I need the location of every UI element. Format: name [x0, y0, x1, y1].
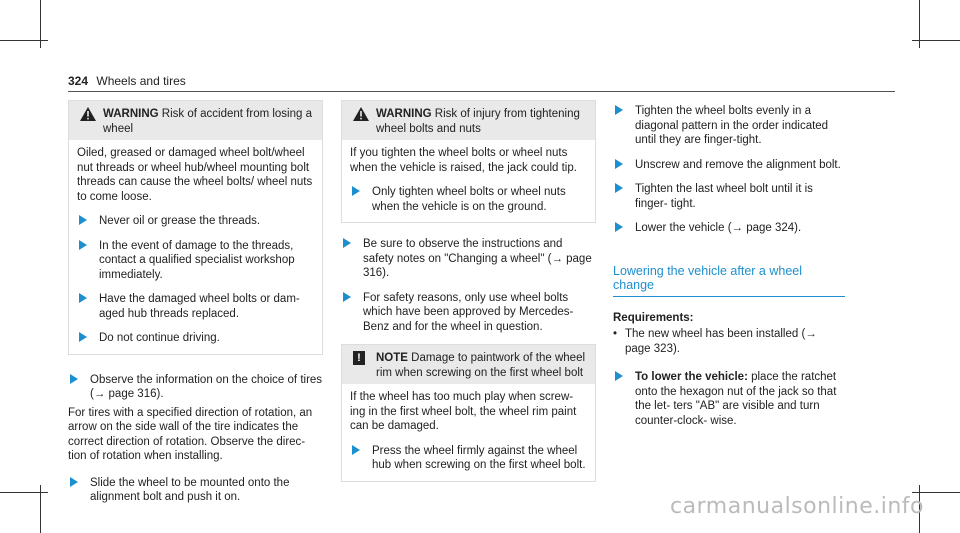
- step-text: Have the damaged wheel bolts or dam‑ aged hub threads replaced.: [99, 293, 300, 320]
- instruction-step: [613, 221, 845, 236]
- step-text: Do not continue driving.: [99, 332, 220, 344]
- step-text: Observe the information on the choice of tires (→ page 316).: [90, 373, 323, 400]
- requirements-label: Requirements:: [613, 311, 694, 324]
- warning-header: [342, 101, 595, 140]
- step-text: Only tighten wheel bolts or wheel nuts when the vehicle is on the ground.: [372, 186, 566, 213]
- watermark: carmanualsonline.info: [670, 494, 924, 519]
- instruction-step: [613, 104, 845, 148]
- step-bold: To lower the vehicle:: [635, 371, 748, 383]
- step-text: Be sure to observe the instructions and safety notes on "Changing a wheel" (→ page 316).: [363, 238, 592, 279]
- column-1: [68, 100, 323, 505]
- warning-header: [69, 101, 322, 140]
- step-text: place the ratchet onto the hexagon nut of the jack so that the let‑ ters "AB" are visible and turn counter‑clock‑ wise.: [635, 371, 837, 427]
- arrow-icon: [70, 374, 78, 384]
- note-body: [342, 384, 595, 481]
- instruction-step: [341, 237, 596, 281]
- crop-mark: [0, 492, 48, 493]
- note-text: If the wheel has too much play when screw‑ ing in the first wheel bolt, the wheel rim paint can be damaged.: [350, 391, 577, 432]
- instruction-step: [68, 373, 323, 402]
- arrow-icon: [352, 186, 360, 196]
- arrow-icon: [352, 445, 360, 455]
- warning-icon: [80, 107, 96, 121]
- warning-step: [77, 292, 314, 321]
- step-text: Tighten the wheel bolts evenly in a diagonal pattern in the order indicated until they are finger‑tight.: [635, 105, 829, 146]
- page-number: 324: [68, 74, 89, 88]
- step-text: In the event of damage to the threads, contact a qualified specialist workshop immediately.: [99, 239, 295, 281]
- arrow-icon: [615, 159, 623, 169]
- instruction-step: [613, 370, 845, 428]
- instruction-step: [613, 158, 845, 173]
- warning-step: [77, 239, 314, 283]
- note-step: [350, 444, 587, 473]
- warning-text: If you tighten the wheel bolts or wheel nuts when the vehicle is raised, the jack could tip.: [350, 147, 577, 174]
- section-name: Wheels and tires: [96, 74, 186, 88]
- warning-body: [69, 140, 322, 354]
- exclamation-icon: !: [353, 351, 365, 365]
- warning-body: [342, 140, 595, 222]
- warning-title: Risk of accident from losing a wheel: [103, 108, 312, 135]
- warning-step: [77, 331, 314, 346]
- crop-mark: [912, 40, 960, 41]
- instruction-step: [68, 476, 323, 505]
- step-text: Unscrew and remove the alignment bolt.: [635, 158, 841, 171]
- arrow-icon: [615, 222, 623, 232]
- instruction-step: [613, 182, 845, 211]
- arrow-icon: [79, 332, 87, 342]
- page-header: [68, 74, 186, 89]
- arrow-icon: [79, 240, 87, 250]
- warning-text: Oiled, greased or damaged wheel bolt/wheel nut threads or wheel hub/wheel mounting bolt threads can cause the wheel bolts/ wheel nuts to come loose.: [77, 147, 313, 203]
- arrow-icon: [70, 477, 78, 487]
- warning-step: [350, 185, 587, 214]
- step-text: Slide the wheel to be mounted onto the alignment bolt and push it on.: [90, 476, 290, 503]
- arrow-icon: [79, 215, 87, 225]
- note-label: NOTE: [376, 352, 408, 364]
- arrow-icon: [615, 183, 623, 193]
- crop-mark: [912, 492, 960, 493]
- warning-box: [68, 100, 323, 355]
- requirement-item: • The new wheel has been installed (→ page 323).: [613, 327, 845, 356]
- section-heading: Lowering the vehicle after a wheel change: [613, 264, 845, 297]
- note-header: [342, 345, 595, 384]
- step-text: Never oil or grease the threads.: [99, 215, 261, 227]
- note-title: Damage to paintwork of the wheel rim when screwing on the first wheel bolt: [376, 352, 586, 379]
- step-text: Tighten the last wheel bolt until it is finger‑ tight.: [635, 183, 813, 210]
- warning-step: [77, 214, 314, 229]
- warning-box: [341, 100, 596, 223]
- arrow-icon: [615, 105, 623, 115]
- warning-label: WARNING: [103, 108, 159, 120]
- paragraph: For tires with a specified direction of rotation, an arrow on the side wall of the tire indicates the correct direction of rotation. Observe the direc‑ tion of rotation when installing.: [68, 406, 313, 462]
- warning-icon: [353, 107, 369, 121]
- step-text: Lower the vehicle (→ page 324).: [635, 222, 802, 234]
- header-rule: [68, 91, 895, 92]
- arrow-icon: [79, 293, 87, 303]
- column-2: [341, 100, 596, 482]
- warning-title: Risk of injury from tightening wheel bolts and nuts: [376, 108, 580, 135]
- note-box: [341, 344, 596, 482]
- warning-label: WARNING: [376, 108, 432, 120]
- crop-mark: [0, 40, 48, 41]
- instruction-step: [341, 291, 596, 335]
- step-text: Press the wheel firmly against the wheel hub when screwing on the first wheel bolt.: [372, 444, 586, 471]
- step-text: For safety reasons, only use wheel bolts which have been approved by Mercedes‑ Benz and for the wheel in question.: [363, 291, 574, 333]
- column-3: [613, 100, 845, 428]
- arrow-icon: [343, 238, 351, 248]
- arrow-icon: [615, 371, 623, 381]
- arrow-icon: [343, 292, 351, 302]
